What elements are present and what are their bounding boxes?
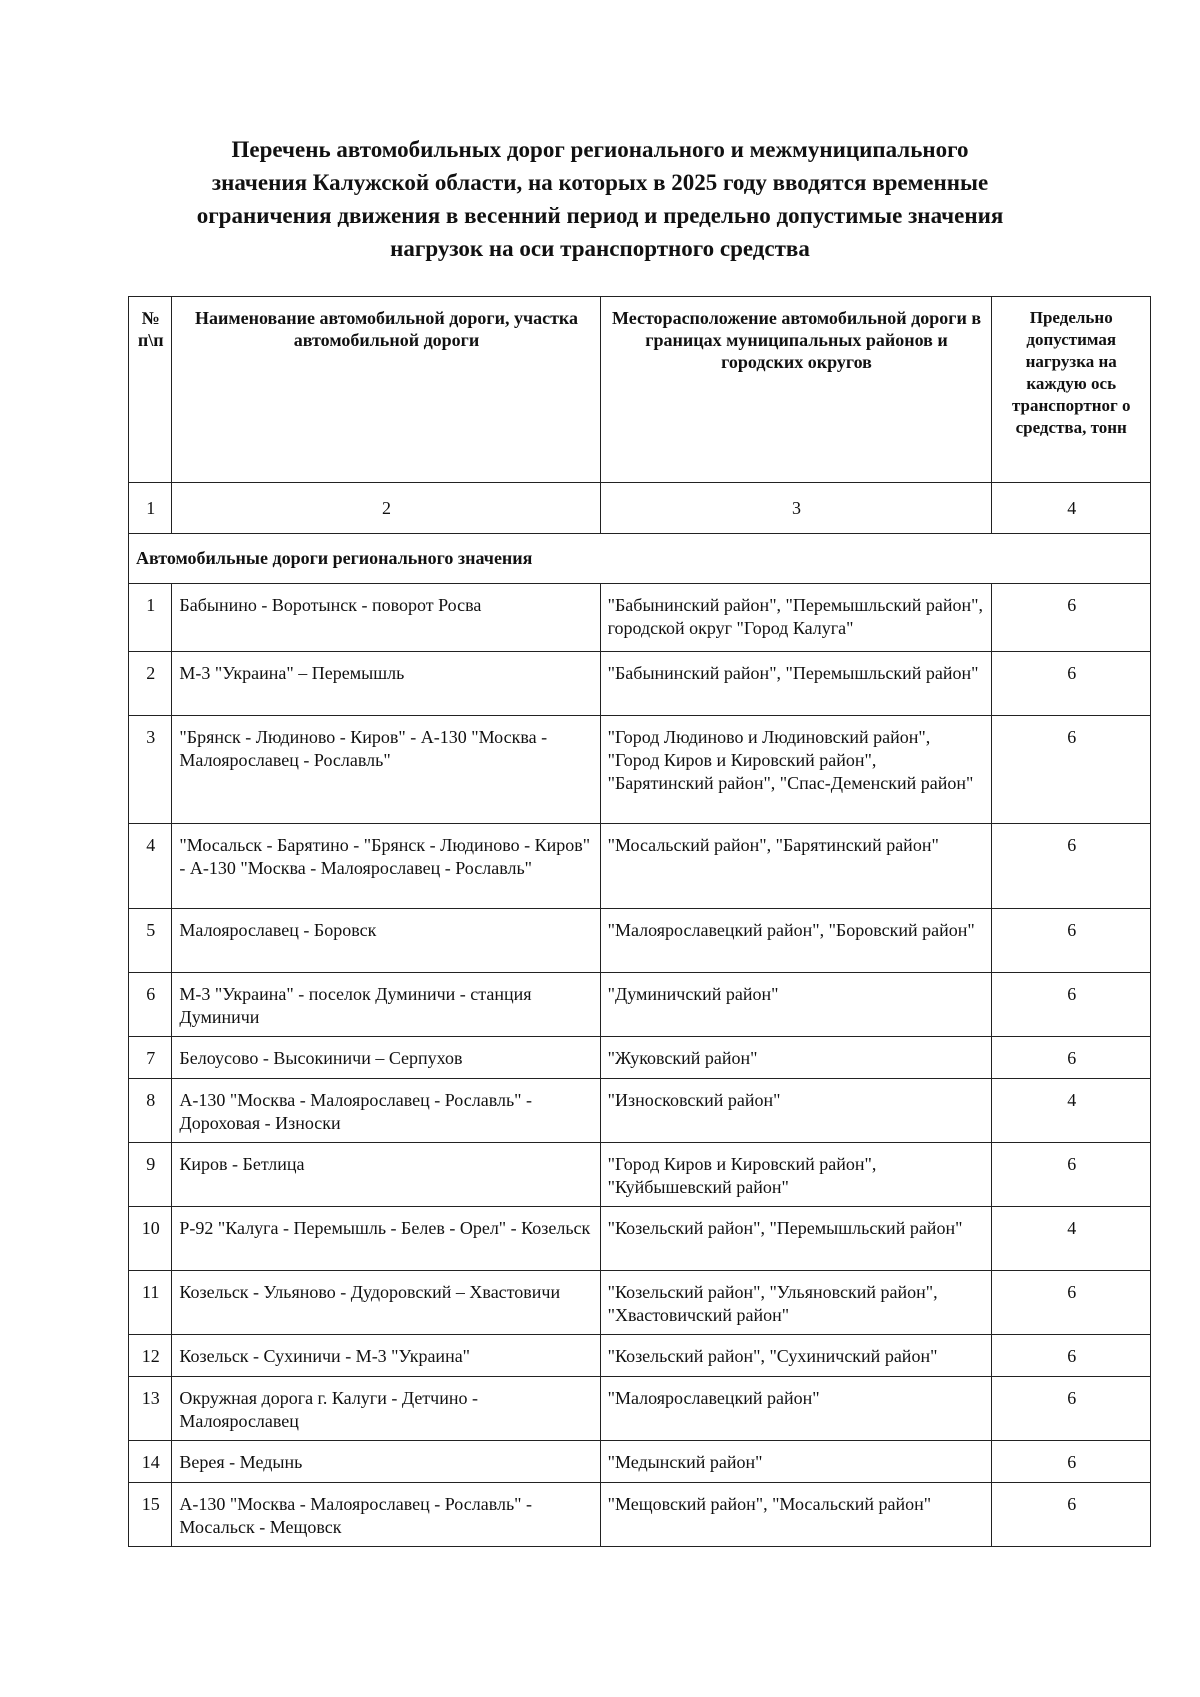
road-location: "Бабынинский район", "Перемышльский район" [600,652,992,716]
table-row [129,1441,1151,1483]
road-location: "Козельский район", "Ульяновский район", "Хвастовичский район" [600,1271,992,1335]
table-row [129,1207,1151,1271]
table-row [129,1335,1151,1377]
row-number: 1 [129,584,172,652]
road-location: "Износковский район" [600,1079,992,1143]
axle-load: 6 [992,1377,1151,1441]
table-row [129,1377,1151,1441]
road-location: "Козельский район", "Сухиничский район" [600,1335,992,1377]
axle-load: 6 [992,1037,1151,1079]
roads-table [128,296,1151,1547]
column-number: 3 [600,483,992,534]
title-line: Перечень автомобильных дорог регионального и межмуниципального [231,137,969,162]
table-row [129,1037,1151,1079]
header-location: Месторасположение автомобильной дороги в границах муниципальных районов и городских округов [600,297,992,483]
axle-load: 4 [992,1207,1151,1271]
axle-load: 6 [992,652,1151,716]
row-number: 12 [129,1335,172,1377]
road-name: Р-92 "Калуга - Перемышль - Белев - Орел" - Козельск [172,1207,600,1271]
axle-load: 6 [992,716,1151,824]
axle-load: 6 [992,1483,1151,1547]
column-number: 1 [129,483,172,534]
title-line: ограничения движения в весенний период и предельно допустимые значения [196,203,1004,228]
road-name: Малоярославец - Боровск [172,909,600,973]
row-number: 15 [129,1483,172,1547]
road-name: Верея - Медынь [172,1441,600,1483]
axle-load: 6 [992,1143,1151,1207]
road-name: А-130 "Москва - Малоярославец - Рославль" - Дороховая - Износки [172,1079,600,1143]
title-line: значения Калужской области, на которых в 2025 году вводятся временные [211,170,989,195]
table-row [129,716,1151,824]
section-title: Автомобильные дороги регионального значения [129,534,1151,584]
road-location: "Бабынинский район", "Перемышльский район", городской округ "Город Калуга" [600,584,992,652]
road-location: "Мосальский район", "Барятинский район" [600,824,992,909]
road-location: "Медынский район" [600,1441,992,1483]
road-location: "Жуковский район" [600,1037,992,1079]
table-row [129,824,1151,909]
axle-load: 6 [992,909,1151,973]
header-num: № п\п [129,297,172,483]
road-name: Козельск - Сухиничи - М-3 "Украина" [172,1335,600,1377]
axle-load: 6 [992,824,1151,909]
road-name: М-3 "Украина" – Перемышль [172,652,600,716]
row-number: 4 [129,824,172,909]
table-row [129,1079,1151,1143]
table-row [129,584,1151,652]
title-line: нагрузок на оси транспортного средства [390,236,810,261]
road-name: М-3 "Украина" - поселок Думиничи - станция Думиничи [172,973,600,1037]
table-header-row [129,297,1151,483]
axle-load: 6 [992,1441,1151,1483]
road-name: "Мосальск - Барятино - "Брянск - Людиново - Киров" - А-130 "Москва - Малоярославец - Рославль" [172,824,600,909]
column-numbers-row [129,483,1151,534]
road-location: "Малоярославецкий район" [600,1377,992,1441]
road-location: "Город Людиново и Людиновский район", "Город Киров и Кировский район", "Барятинский район", "Спас-Деменский район" [600,716,992,824]
road-name: Козельск - Ульяново - Дудоровский – Хвастовичи [172,1271,600,1335]
row-number: 13 [129,1377,172,1441]
document-title [130,133,1070,265]
row-number: 7 [129,1037,172,1079]
road-name: Окружная дорога г. Калуги - Детчино - Малоярославец [172,1377,600,1441]
column-number: 4 [992,483,1151,534]
header-name: Наименование автомобильной дороги, участка автомобильной дороги [172,297,600,483]
table-row [129,652,1151,716]
road-location: "Козельский район", "Перемышльский район" [600,1207,992,1271]
road-location: "Малоярославецкий район", "Боровский район" [600,909,992,973]
axle-load: 6 [992,584,1151,652]
row-number: 10 [129,1207,172,1271]
table-row [129,1143,1151,1207]
row-number: 9 [129,1143,172,1207]
axle-load: 6 [992,1335,1151,1377]
row-number: 14 [129,1441,172,1483]
table-row [129,973,1151,1037]
header-load: Предельно допустимая нагрузка на каждую ось транспортног о средства, тонн [992,297,1151,483]
road-location: "Мещовский район", "Мосальский район" [600,1483,992,1547]
road-location: "Город Киров и Кировский район", "Куйбышевский район" [600,1143,992,1207]
row-number: 5 [129,909,172,973]
axle-load: 6 [992,1271,1151,1335]
row-number: 2 [129,652,172,716]
row-number: 11 [129,1271,172,1335]
table-row [129,1483,1151,1547]
section-row [129,534,1151,584]
row-number: 3 [129,716,172,824]
road-name: Бабынино - Воротынск - поворот Росва [172,584,600,652]
road-name: А-130 "Москва - Малоярославец - Рославль" - Мосальск - Мещовск [172,1483,600,1547]
axle-load: 6 [992,973,1151,1037]
table-row [129,909,1151,973]
road-name: Киров - Бетлица [172,1143,600,1207]
row-number: 8 [129,1079,172,1143]
column-number: 2 [172,483,600,534]
table-row [129,1271,1151,1335]
road-name: "Брянск - Людиново - Киров" - А-130 "Москва - Малоярославец - Рославль" [172,716,600,824]
row-number: 6 [129,973,172,1037]
road-name: Белоусово - Высокиничи – Серпухов [172,1037,600,1079]
axle-load: 4 [992,1079,1151,1143]
road-location: "Думиничский район" [600,973,992,1037]
